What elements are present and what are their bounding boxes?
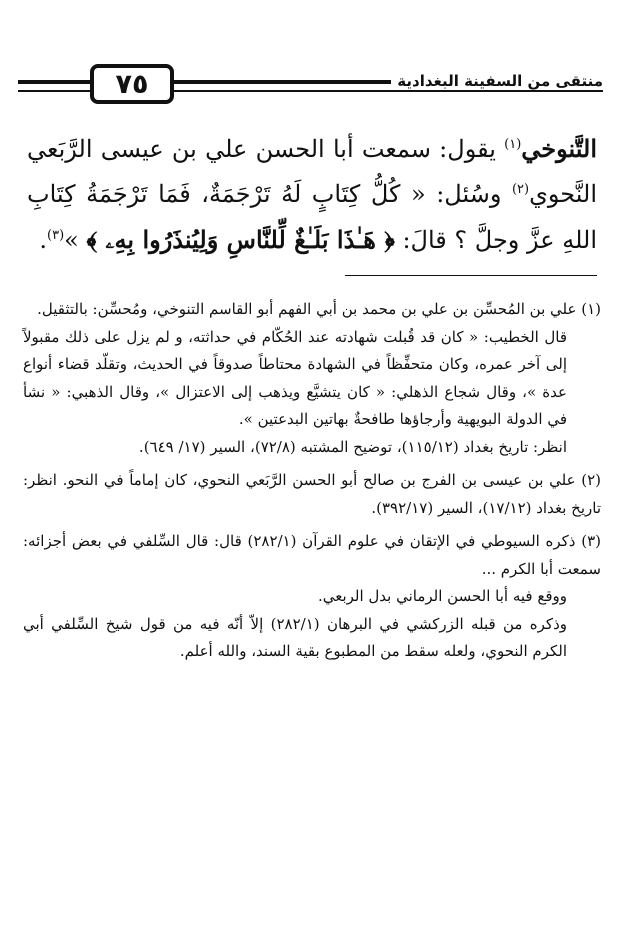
quran-verse: ﴿ هَـٰذَا بَلَـٰغٌ لِّلنَّاسِ وَلِيُنذَرُوا بِهِۦ ﴾	[86, 225, 395, 254]
footnote-3	[23, 528, 601, 666]
main-text-part-4: »	[64, 226, 87, 254]
footnote-3-line-1: (٣) ذكره السيوطي في الإتقان في علوم القرآن (٢٨٢/١) قال: قال السِّلفي في بعض أجزائه: سمعت أبا الكرم ...	[23, 532, 601, 578]
footnote-2	[23, 467, 601, 522]
footnote-ref-2: (٢)	[511, 182, 530, 197]
page-number-box	[90, 64, 174, 104]
footnote-divider	[345, 275, 597, 276]
footnote-1-line-1: (١) علي بن المُحسِّن بن علي بن محمد بن أبي الفهم أبو القاسم التنوخي، ومُحسِّن: بالتثقيل.	[37, 300, 601, 318]
footnote-1	[23, 296, 601, 461]
footnote-3-line-2: ووقع فيه أبا الحسن الرماني بدل الربعي.	[317, 587, 567, 605]
footnote-1-line-3: انظر: تاريخ بغداد (١١٥/١٢)، توضيح المشتبه (٧٢/٨)، السير (١٧/ ٦٤٩).	[138, 437, 567, 456]
main-text-part-2: يقول: سمعت أبا الحسن علي بن عيسى الرَّبَعي النَّحوي	[27, 135, 597, 208]
page-number: ٧٥	[115, 68, 149, 100]
footnote-ref-3: (٣)	[47, 228, 65, 243]
footnote-1-line-2: قال الخطيب: « كان قد قُبلت شهادته عند الحُكّام في حداثته، و لم يزل على ذلك مقبولاً إلى آخر عمره، وكان متحفِّظاً في الشهادة محتاطاً صدوقاً في الحديث، وتقلّد قضاء أنواع عدة »، وقال شجاع الذهلي: « كان يتشيَّع ويذهب إلى الاعتزال »، وقال الذهبي: « نشأ في الدولة البويهية وأرجاؤها طافحةٌ بهاتين البدعتين ».	[23, 327, 567, 428]
footnote-3-line-3: وذكره من قبله الزركشي في البرهان (٢٨٢/١) إلاّ أنّه فيه من قول شيخ السِّلفي أبي الكرم النحوي، ولعله سقط من المطبوع بقية السند، والله أعلم.	[23, 614, 567, 660]
main-paragraph	[27, 126, 597, 263]
footnote-ref-1: (١)	[504, 137, 522, 152]
footnotes	[23, 296, 601, 672]
page-header	[18, 60, 603, 112]
main-text-part-1: التَّنوخي	[521, 134, 597, 163]
running-title: منتقى من السفينة البغدادية	[391, 72, 603, 90]
footnote-2-line-1: (٢) علي بن عيسى بن الفرج بن صالح أبو الحسن الرَّبَعي النحوي، كان إماماً في النحو. انظر: تاريخ بغداد (١٧/١٢)، السير (٣٩٢/١٧).	[23, 471, 601, 517]
main-text-part-3: وسُئل: « كُلُّ كِتَابٍ لَهُ تَرْجَمَةٌ، فَمَا تَرْجَمَةُ كِتَابِ اللهِ عزَّ وجلَّ ؟ قالَ:	[27, 180, 597, 254]
main-text-part-5: .	[39, 226, 47, 254]
